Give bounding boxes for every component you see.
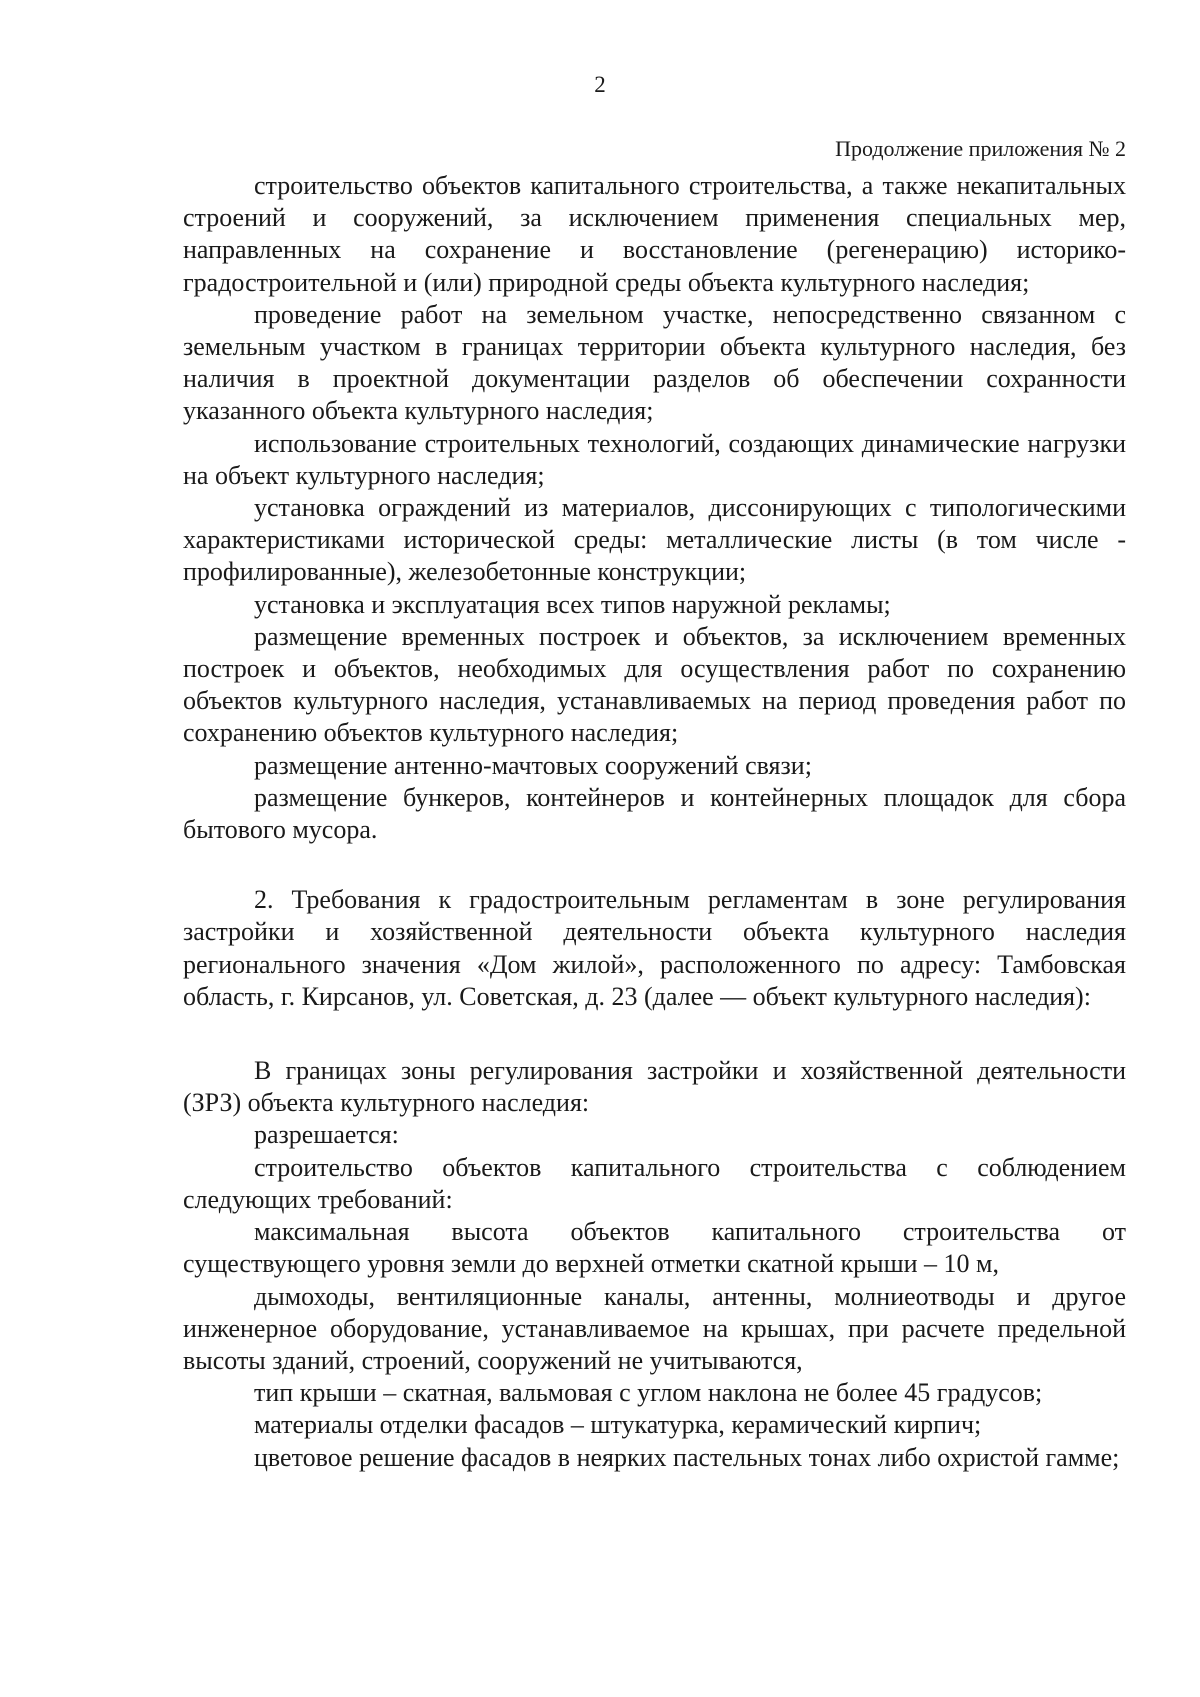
appendix-continuation-label: Продолжение приложения № 2 bbox=[835, 136, 1126, 161]
section-2-heading: 2. Требования к градостроительным регламентам в зоне регулирования застройки и хозяйственной деятельности объекта культурного наследия регионального значения «Дом жилой», расположенного по адресу: Тамбовская область, г. Кирсанов, ул. Советская, д. 23 (далее — объект культурного наследия): bbox=[183, 885, 1126, 1011]
restriction-land-works: проведение работ на земельном участке, непосредственно связанном с земельным участком в границах территории объекта культурного наследия, без наличия в проектной документации разделов об обеспечении сохранности указанного объекта культурного наследия; bbox=[183, 299, 1126, 426]
restriction-capital-construction: строительство объектов капитального строительства, а также некапитальных строений и сооружений, за исключением применения специальных мер, направленных на сохранение и восстановление (регенерацию) историко-градостроительной и (или) природной среды объекта культурного наследия; bbox=[183, 171, 1126, 297]
requirement-facade-materials: материалы отделки фасадов – штукатурка, керамический кирпич; bbox=[254, 1410, 982, 1440]
page-number: 2 bbox=[594, 72, 606, 97]
permitted-label: разрешается: bbox=[254, 1120, 399, 1150]
restriction-temporary-buildings: размещение временных построек и объектов, за исключением временных построек и объектов, необходимых для осуществления работ по сохранению объектов культурного наследия, устанавливаемых на период проведения работ по сохранению объектов культурного наследия; bbox=[183, 621, 1126, 748]
document-body bbox=[183, 170, 1126, 1474]
permitted-construction: строительство объектов капитального строительства с соблюдением следующих требований: bbox=[183, 1152, 1126, 1214]
requirement-roof-type: тип крыши – скатная, вальмовая с углом наклона не более 45 градусов; bbox=[254, 1378, 1043, 1408]
requirement-max-height: максимальная высота объектов капитального строительства от существующего уровня земли до верхней отметки скатной крыши – 10 м, bbox=[183, 1217, 1126, 1279]
requirement-rooftop-equipment: дымоходы, вентиляционные каналы, антенны, молниеотводы и другое инженерное оборудование, устанавливаемое на крышах, при расчете предельной высоты зданий, строений, сооружений не учитываются, bbox=[183, 1281, 1126, 1375]
zone-intro: В границах зоны регулирования застройки и хозяйственной деятельности (ЗРЗ) объекта культурного наследия: bbox=[183, 1056, 1126, 1118]
restriction-antenna-masts: размещение антенно-мачтовых сооружений связи; bbox=[254, 750, 812, 780]
restriction-dynamic-loads: использование строительных технологий, создающих динамические нагрузки на объект культурного наследия; bbox=[183, 428, 1126, 490]
restriction-fences: установка ограждений из материалов, диссонирующих с типологическими характеристиками исторической среды: металлические листы (в том числе - профилированные), железобетонные конструкции; bbox=[183, 493, 1126, 587]
restriction-waste-containers: размещение бункеров, контейнеров и контейнерных площадок для сбора бытового мусора. bbox=[183, 782, 1126, 845]
requirement-facade-colors: цветовое решение фасадов в неярких пастельных тонах либо охристой гамме; bbox=[254, 1442, 1120, 1472]
restriction-advertising: установка и эксплуатация всех типов наружной рекламы; bbox=[254, 589, 891, 619]
